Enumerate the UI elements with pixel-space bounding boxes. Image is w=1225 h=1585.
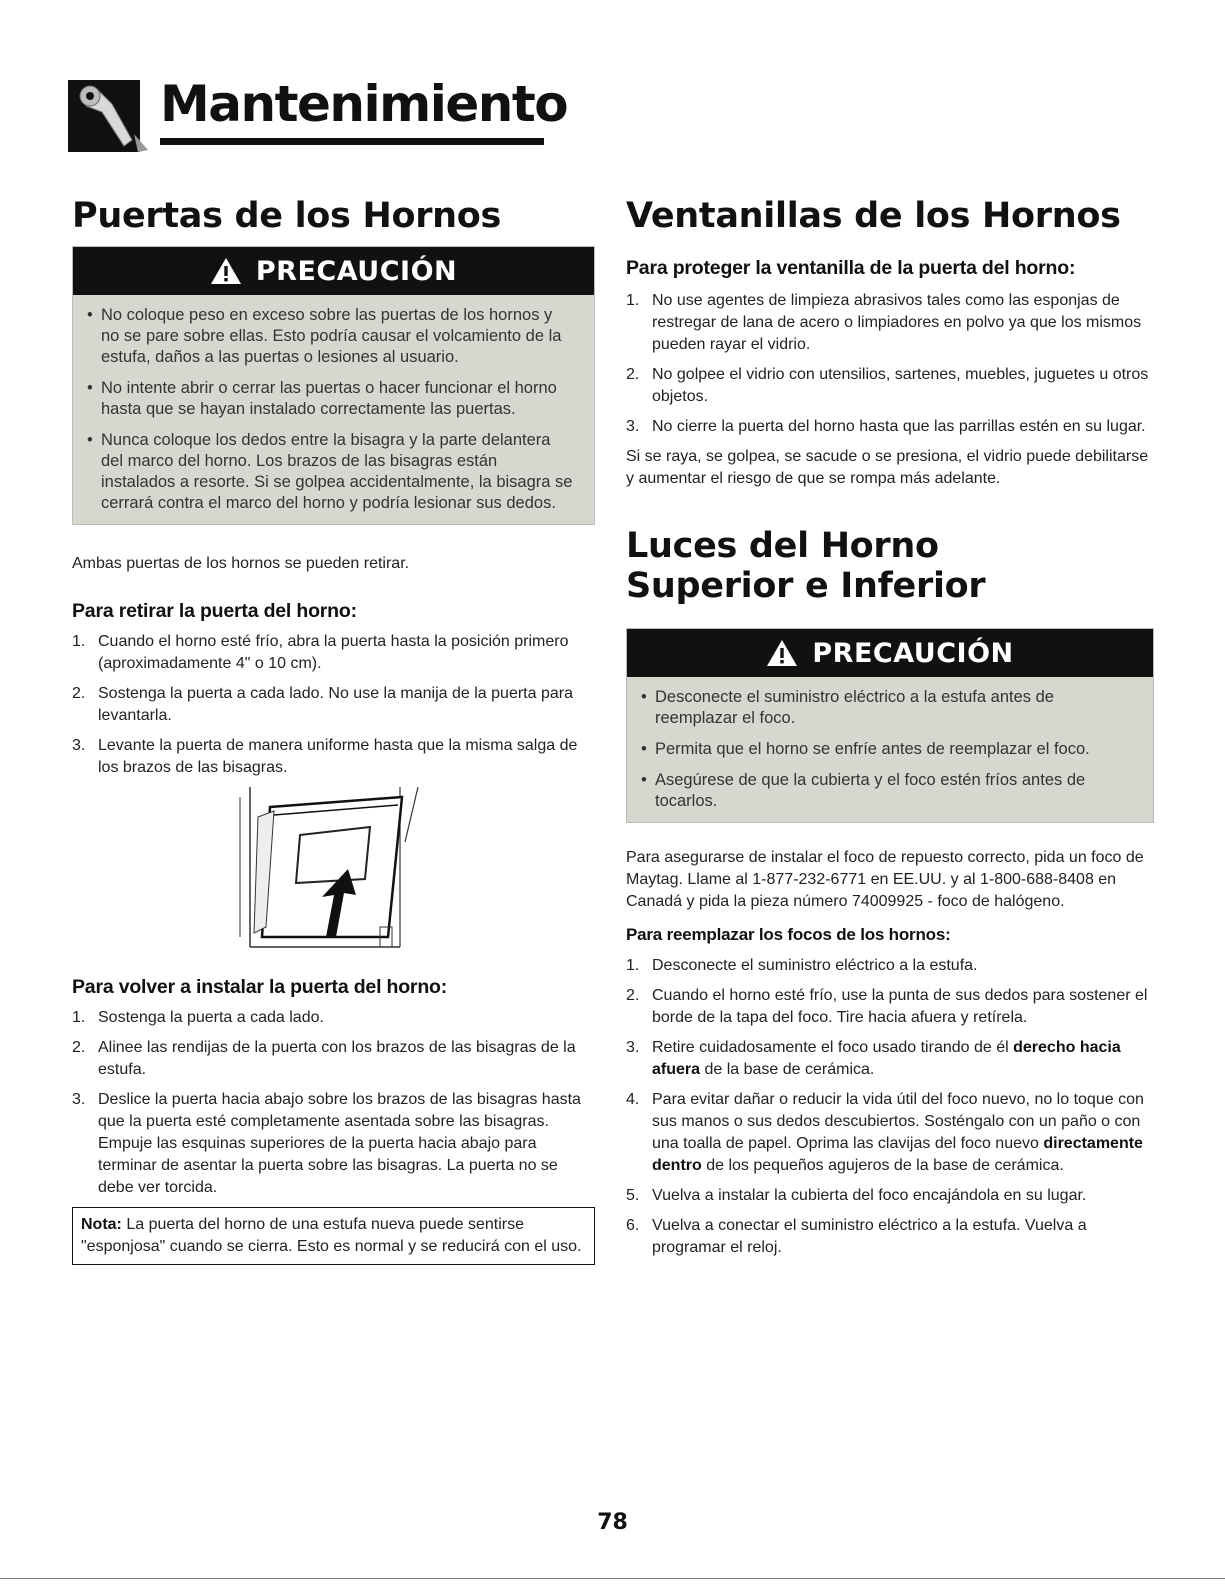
oven-door-illustration: [230, 787, 430, 957]
list-item: 2. Cuando el horno esté frío, use la punta de sus dedos para sostener el borde de la tapa del foco. Tire hacia afuera y retírela.: [626, 987, 1148, 1026]
windows-steps: [626, 290, 1154, 438]
list-item: 3. Levante la puerta de manera uniforme hasta que la misma salga de los brazos de las bisagras.: [72, 737, 578, 776]
windows-section-title: Ventanillas de los Hornos: [626, 196, 1121, 236]
list-item: 2. Alinee las rendijas de la puerta con los brazos de las bisagras de la estufa.: [72, 1039, 576, 1078]
doors-intro: Ambas puertas de los hornos se pueden retirar.: [72, 555, 410, 572]
caution-item: • Desconecte el suministro eléctrico a la estufa antes de reemplazar el foco.: [641, 688, 1054, 727]
warning-icon: [210, 257, 242, 285]
list-item: 1. Sostenga la puerta a cada lado.: [72, 1009, 324, 1026]
list-item: 4. Para evitar dañar o reducir la vida útil del foco nuevo, no lo toque con sus manos o sus dedos descubiertos. Sosténgalo con un paño o con una toalla de papel. Oprima las clavijas del foco nuevo directamente dentro de los pequeños agujeros de la base de cerámica.: [626, 1091, 1144, 1174]
title-underline: [160, 138, 544, 145]
list-item: 3. No cierre la puerta del horno hasta que las parrillas estén en su lugar.: [626, 418, 1146, 435]
caution-item: • No coloque peso en exceso sobre las puertas de los hornos y no se pare sobre ellas. Esto podría causar el volcamiento de la estufa, daños a las puertas o lesiones al usuario.: [87, 306, 562, 366]
replace-bulbs-title: Para reemplazar los focos de los hornos:: [626, 925, 951, 944]
caution-item: • Permita que el horno se enfríe antes de reemplazar el foco.: [641, 740, 1090, 758]
list-item: 3. Retire cuidadosamente el foco usado tirando de él derecho hacia afuera de la base de cerámica.: [626, 1039, 1121, 1078]
doors-section-title: Puertas de los Hornos: [72, 196, 502, 236]
lights-caution-box: [626, 628, 1154, 823]
list-item: 1. Desconecte el suministro eléctrico a la estufa.: [626, 957, 978, 974]
list-item: 2. Sostenga la puerta a cada lado. No use la manija de la puerta para levantarla.: [72, 685, 573, 724]
remove-door-title: Para retirar la puerta del horno:: [72, 600, 357, 622]
page-header: [68, 70, 568, 160]
list-item: 6. Vuelva a conectar el suministro eléctrico a la estufa. Vuelva a programar el reloj.: [626, 1217, 1087, 1256]
left-column: [72, 190, 595, 1265]
lights-section-title: Luces del Horno Superior e Inferior: [626, 526, 986, 606]
caution-item: • Nunca coloque los dedos entre la bisagra y la parte delantera del marco del horno. Los brazos de las bisagras están instalados a resorte. Si se golpea accidentalmente, la bisagra se cerrará contra el marco del horno y podría lesionar sus dedos.: [87, 431, 573, 512]
caution-title: PRECAUCIÓN: [255, 255, 458, 287]
replace-bulbs-steps: [626, 955, 1154, 1259]
doors-caution-box: [72, 246, 595, 525]
lights-intro: Para asegurarse de instalar el foco de repuesto correcto, pida un foco de Maytag. Llame al 1-877-232-6771 en EE.UU. y al 1-800-688-8408 en Canadá y pida la pieza número 74009925 - foco de halógeno.: [626, 849, 1144, 910]
page-number: 78: [597, 1510, 628, 1535]
door-note-box: [72, 1207, 595, 1265]
right-column: [626, 190, 1154, 1267]
list-item: 2. No golpee el vidrio con utensilios, sartenes, muebles, juguetes u otros objetos.: [626, 366, 1149, 405]
reinstall-door-title: Para volver a instalar la puerta del horno:: [72, 976, 448, 998]
windows-closing-text: Si se raya, se golpea, se sacude o se presiona, el vidrio puede debilitarse y aumentar el riesgo de que se rompa más adelante.: [626, 448, 1149, 487]
caution-item: • Asegúrese de que la cubierta y el foco estén fríos antes de tocarlos.: [641, 771, 1086, 810]
wrench-icon: [68, 70, 150, 152]
list-item: 3. Deslice la puerta hacia abajo sobre los brazos de las bisagras hasta que la puerta esté completamente asentada sobre las bisagras. Empuje las esquinas superiores de la puerta hacia abajo para terminar de asentar la puerta sobre las bisagras. La puerta no se debe ver torcida.: [72, 1091, 581, 1196]
remove-door-steps: [72, 631, 595, 779]
list-item: 1. Cuando el horno esté frío, abra la puerta hasta la posición primero (aproximadamente 4" o 10 cm).: [72, 633, 569, 672]
note-text: La puerta del horno de una estufa nueva puede sentirse "esponjosa" cuando se cierra. Esto es normal y se reducirá con el uso.: [81, 1216, 582, 1255]
list-item: 1. No use agentes de limpieza abrasivos tales como las esponjas de restregar de lana de acero o limpiadores en polvo ya que los mismos pueden rayar el vidrio.: [626, 292, 1142, 353]
windows-subtitle: Para proteger la ventanilla de la puerta del horno:: [626, 257, 1076, 279]
bottom-divider: [0, 1578, 1225, 1579]
caution-title: PRECAUCIÓN: [812, 637, 1014, 669]
warning-icon: [766, 639, 798, 667]
caution-header: [627, 629, 1153, 677]
note-label: Nota:: [81, 1216, 122, 1233]
reinstall-door-steps: [72, 1007, 595, 1199]
caution-header: [73, 247, 594, 295]
list-item: 5. Vuelva a instalar la cubierta del foco encajándola en su lugar.: [626, 1187, 1087, 1204]
caution-item: • No intente abrir o cerrar las puertas o hacer funcionar el horno hasta que se hayan instalado correctamente las puertas.: [87, 379, 557, 418]
page-title: Mantenimiento: [160, 75, 568, 133]
